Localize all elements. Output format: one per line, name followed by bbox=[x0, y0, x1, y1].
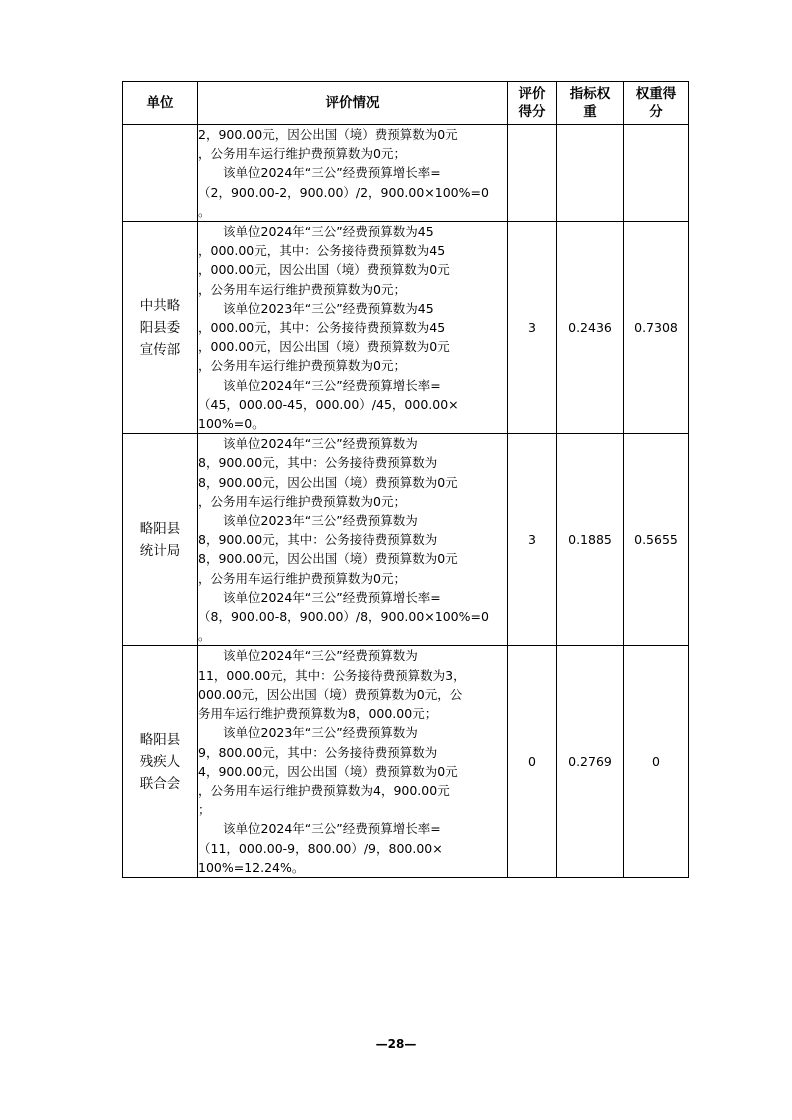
evaluation-table bbox=[122, 81, 689, 878]
evaluation-text-line: 8，900.00元，其中：公务接待费预算数为 bbox=[198, 532, 438, 548]
evaluation-text-line: 11，000.00元，其中：公务接待费预算数为3， bbox=[198, 667, 466, 683]
unit-name-cell bbox=[123, 222, 198, 434]
score-cell: 3 bbox=[508, 222, 557, 434]
evaluation-text-line: 2，900.00元，因公出国（境）费预算数为0元 bbox=[198, 127, 458, 142]
evaluation-text-line: 100%=0。 bbox=[198, 416, 265, 432]
evaluation-text-line: ； bbox=[198, 802, 211, 818]
table-row bbox=[123, 125, 689, 222]
evaluation-text-line: 该单位2024年“三公”经费预算增长率= bbox=[198, 821, 441, 837]
table-row bbox=[123, 646, 689, 877]
table-header-row bbox=[123, 82, 689, 125]
evaluation-cell bbox=[198, 222, 508, 434]
evaluation-text-line: 该单位2023年“三公”经费预算数为45 bbox=[198, 300, 434, 316]
unit-name-line: 阳县委 bbox=[139, 319, 181, 336]
weight-cell: 0.2436 bbox=[557, 222, 624, 434]
evaluation-text-line: 该单位2024年“三公”经费预算增长率= bbox=[198, 589, 441, 605]
evaluation-text-line: 该单位2024年“三公”经费预算增长率= bbox=[198, 377, 441, 393]
score-cell: 3 bbox=[508, 434, 557, 646]
weighted-score-cell bbox=[624, 125, 689, 222]
unit-name-line: 残疾人 bbox=[139, 753, 181, 770]
evaluation-text-line: ，公务用车运行维护费预算数为0元； bbox=[198, 146, 406, 162]
unit-name-cell bbox=[123, 434, 198, 646]
unit-name-cell bbox=[123, 646, 198, 877]
score-cell: 0 bbox=[508, 646, 557, 877]
header-evaluation: 评价情况 bbox=[198, 82, 508, 125]
evaluation-cell bbox=[198, 646, 508, 877]
evaluation-text-line: ，000.00元，其中：公务接待费预算数为45 bbox=[198, 320, 446, 336]
evaluation-text-line: ，公务用车运行维护费预算数为0元； bbox=[198, 281, 406, 297]
unit-name-line: 联合会 bbox=[139, 775, 181, 792]
weighted-score-cell: 0.7308 bbox=[624, 222, 689, 434]
evaluation-text-line: 8，900.00元，因公出国（境）费预算数为0元 bbox=[198, 551, 458, 567]
weight-cell bbox=[557, 125, 624, 222]
evaluation-text-line: ，000.00元，因公出国（境）费预算数为0元 bbox=[198, 262, 450, 278]
evaluation-text-line: 8，900.00元，其中：公务接待费预算数为 bbox=[198, 455, 438, 471]
evaluation-text-line: 该单位2024年“三公”经费预算数为 bbox=[198, 648, 418, 664]
evaluation-text-line: （45，000.00-45，000.00）/45，000.00× bbox=[198, 396, 459, 412]
evaluation-text-line: （2，900.00-2，900.00）/2，900.00×100%=0 bbox=[198, 184, 489, 200]
weight-cell: 0.1885 bbox=[557, 434, 624, 646]
weighted-score-cell: 0 bbox=[624, 646, 689, 877]
evaluation-text-line: 该单位2024年“三公”经费预算数为 bbox=[198, 436, 418, 452]
weighted-score-cell: 0.5655 bbox=[624, 434, 689, 646]
evaluation-text-line: 000.00元，因公出国（境）费预算数为0元，公 bbox=[198, 686, 463, 702]
header-unit: 单位 bbox=[123, 82, 198, 125]
evaluation-text-line: 务用车运行维护费预算数为8，000.00元； bbox=[198, 706, 438, 722]
evaluation-text-line: ，公务用车运行维护费预算数为0元； bbox=[198, 358, 406, 374]
unit-name-line: 宣传部 bbox=[139, 341, 181, 358]
evaluation-text-line: ，000.00元，其中：公务接待费预算数为45 bbox=[198, 243, 446, 259]
evaluation-text-line: ，公务用车运行维护费预算数为0元； bbox=[198, 493, 406, 509]
evaluation-cell bbox=[198, 434, 508, 646]
header-weight: 指标权 重 bbox=[557, 82, 624, 125]
page-number: —28— bbox=[375, 1037, 417, 1051]
evaluation-cell bbox=[198, 125, 508, 222]
evaluation-text-line: ，公务用车运行维护费预算数为4，900.00元 bbox=[198, 782, 450, 798]
weight-cell: 0.2769 bbox=[557, 646, 624, 877]
evaluation-text-line: 100%=12.24%。 bbox=[198, 859, 305, 875]
table-row bbox=[123, 222, 689, 434]
evaluation-text-line: （11，000.00-9，800.00）/9，800.00× bbox=[198, 840, 443, 856]
evaluation-text-line: 9，800.00元，其中：公务接待费预算数为 bbox=[198, 744, 438, 760]
unit-name-line: 略阳县 bbox=[139, 520, 181, 537]
table-row bbox=[123, 434, 689, 646]
evaluation-text-line: ，公务用车运行维护费预算数为0元； bbox=[198, 570, 406, 586]
score-cell bbox=[508, 125, 557, 222]
unit-name-cell bbox=[123, 125, 198, 222]
evaluation-text-line: 该单位2024年“三公”经费预算数为45 bbox=[198, 224, 434, 240]
evaluation-text-line: 。 bbox=[198, 203, 211, 219]
unit-name-line: 略阳县 bbox=[139, 731, 181, 748]
evaluation-text-line: ，000.00元，因公出国（境）费预算数为0元 bbox=[198, 339, 450, 355]
header-score: 评价 得分 bbox=[508, 82, 557, 125]
header-weighted-score: 权重得 分 bbox=[624, 82, 689, 125]
evaluation-text-line: 8，900.00元，因公出国（境）费预算数为0元 bbox=[198, 474, 458, 490]
evaluation-text-line: 。 bbox=[198, 628, 211, 644]
unit-name-line: 统计局 bbox=[139, 542, 181, 559]
evaluation-text-line: 4，900.00元，因公出国（境）费预算数为0元 bbox=[198, 763, 458, 779]
evaluation-text-line: （8，900.00-8，900.00）/8，900.00×100%=0 bbox=[198, 609, 489, 625]
evaluation-text-line: 该单位2024年“三公”经费预算增长率= bbox=[198, 165, 441, 181]
evaluation-text-line: 该单位2023年“三公”经费预算数为 bbox=[198, 725, 418, 741]
unit-name-line: 中共略 bbox=[139, 297, 181, 314]
evaluation-text-line: 该单位2023年“三公”经费预算数为 bbox=[198, 513, 418, 529]
